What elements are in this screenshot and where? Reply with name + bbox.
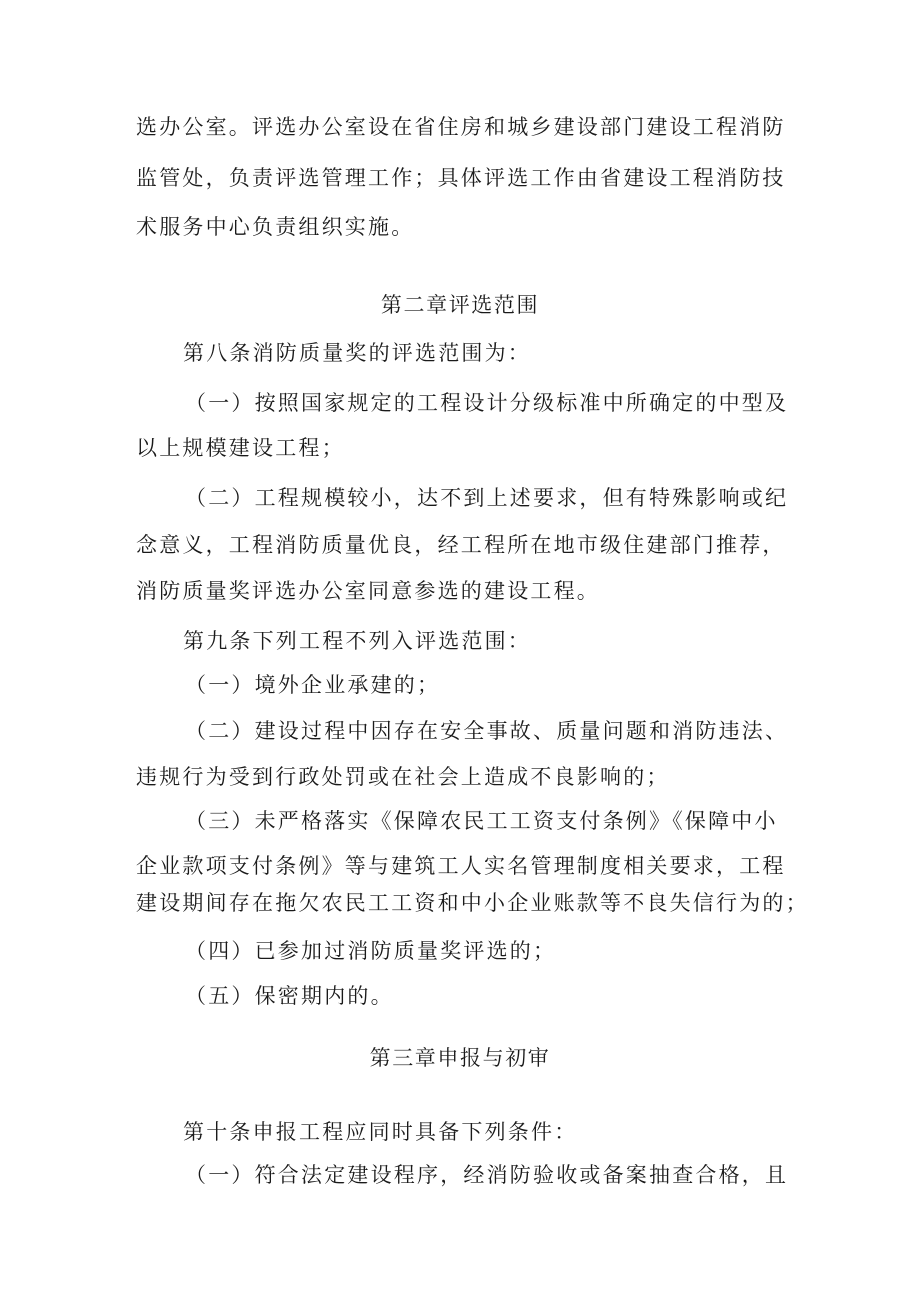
clause-line: （二）建设过程中因存在安全事故、质量问题和消防违法、 [185, 719, 789, 743]
article-line: 第八条消防质量奖的评选范围为： [183, 341, 531, 365]
paragraph-line: 企业款项支付条例》等与建筑工人实名管理制度相关要求，工程 [136, 854, 786, 878]
clause-line: （一）按照国家规定的工程设计分级标准中所确定的中型及 [185, 391, 789, 415]
chapter-heading: 第二章评选范围 [380, 293, 540, 317]
paragraph-line: 消防质量奖评选办公室同意参选的建设工程。 [136, 579, 600, 603]
paragraph-line: 监管处，负责评选管理工作；具体评选工作由省建设工程消防技 [136, 166, 786, 190]
clause-line: （一）符合法定建设程序，经消防验收或备案抽查合格，且 [185, 1163, 789, 1187]
clause-line: （二）工程规模较小，达不到上述要求，但有特殊影响或纪 [185, 486, 789, 510]
paragraph-line: 念意义，工程消防质量优良，经工程所在地市级住建部门推荐， [136, 533, 786, 557]
paragraph-line: 违规行为受到行政处罚或在社会上造成不良影响的； [136, 765, 670, 789]
chapter-heading: 第三章申报与初审 [369, 1046, 551, 1070]
paragraph-line: 建设期间存在拖欠农民工工资和中小企业账款等不良失信行为的； [136, 891, 809, 915]
paragraph-line: 术服务中心负责组织实施。 [136, 215, 415, 239]
paragraph-line: 以上规模建设工程； [136, 436, 345, 460]
article-line: 第九条下列工程不列入评选范围： [183, 629, 531, 653]
paragraph-line: 选办公室。评选办公室设在省住房和城乡建设部门建设工程消防 [136, 115, 786, 139]
clause-line: （三）未严格落实《保障农民工工资支付条例》《保障中小 [185, 809, 778, 833]
article-line: 第十条申报工程应同时具备下列条件： [183, 1120, 578, 1144]
clause-line: （四）已参加过消防质量奖评选的； [185, 939, 557, 963]
clause-line: （一）境外企业承建的； [185, 673, 441, 697]
clause-line: （五）保密期内的。 [185, 984, 394, 1008]
